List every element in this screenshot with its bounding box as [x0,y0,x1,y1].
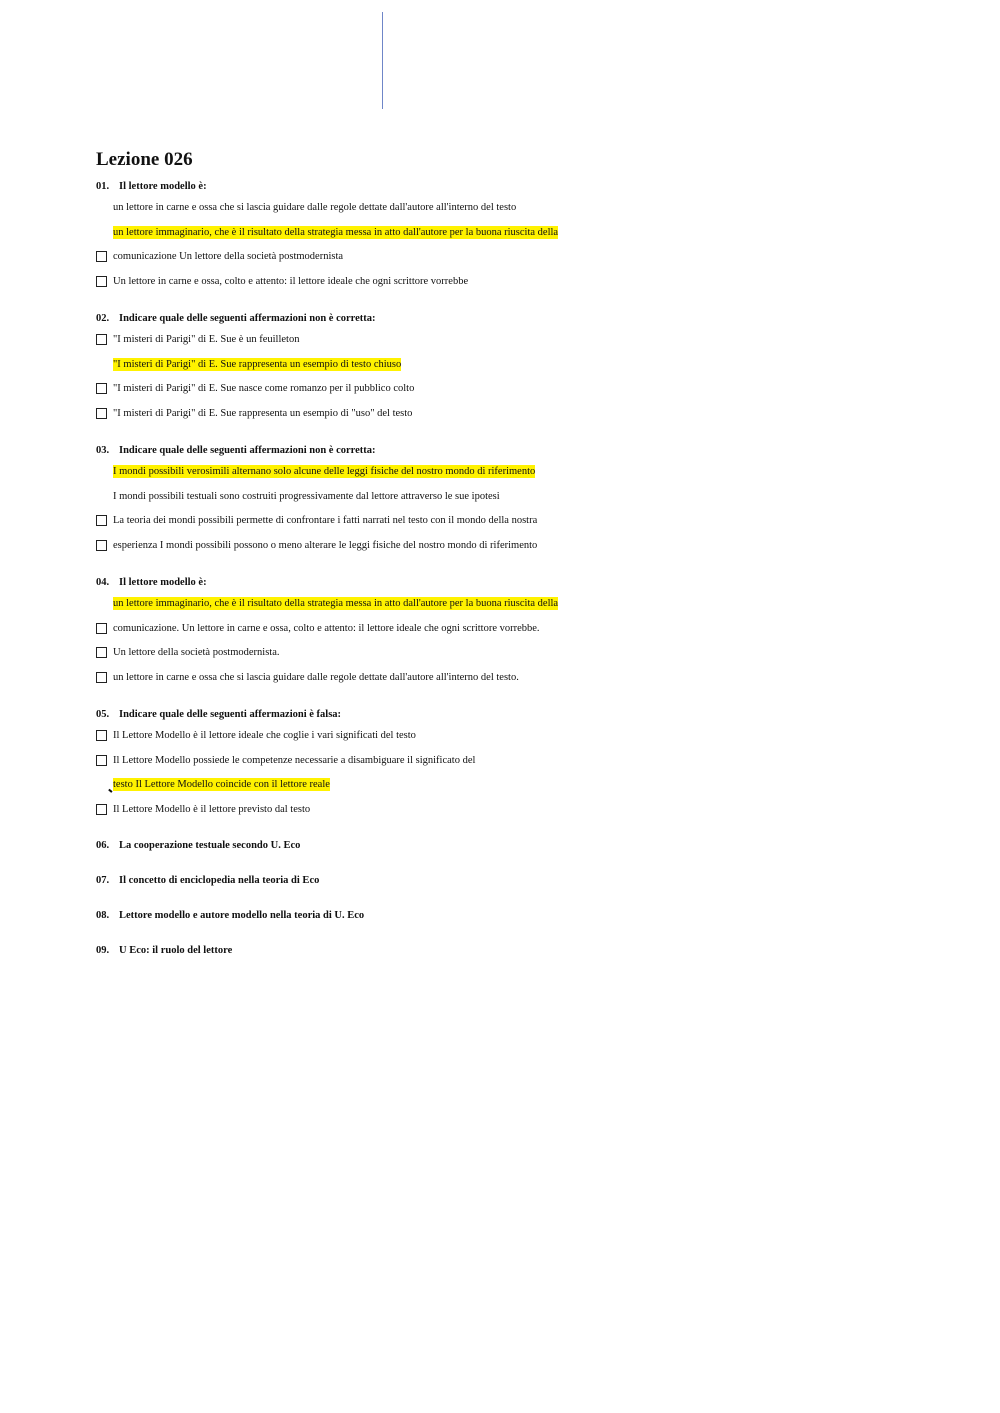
checkbox[interactable] [96,647,107,658]
answer-option[interactable] [96,666,956,691]
question-title [96,706,956,724]
highlighted-answer-text: I mondi possibili verosimili alternano solo alcune delle leggi fisiche del nostro mondo di riferimento [113,466,536,477]
answer-option[interactable] [96,749,956,774]
answer-option[interactable] [96,402,956,427]
answer-text: I mondi possibili testuali sono costruiti progressivamente dal lettore attraverso le sue ipotesi [113,490,500,502]
question-text: Lettore modello e autore modello nella teoria di U. Eco [119,910,365,921]
question-number: 08. [96,910,110,921]
answer-option[interactable] [96,509,956,534]
answer-option[interactable] [96,724,956,749]
answer-option [96,353,956,378]
highlighted-answer-text: un lettore immaginario, che è il risultato della strategia messa in atto dall'autore per la buona riuscita della [113,226,559,238]
question-block [96,574,956,690]
question-block [96,178,956,294]
question-title [96,908,956,924]
answer-option[interactable] [96,641,956,666]
question-text: Indicare quale delle seguenti affermazioni è falsa: [119,709,342,720]
checkbox[interactable] [96,334,107,345]
checkbox[interactable] [96,251,107,262]
question-text: Indicare quale delle seguenti affermazioni non è corretta: [119,445,376,456]
answer-text: "I misteri di Parigi" di E. Sue nasce come romanzo per il pubblico colto [113,383,415,394]
answer-option[interactable] [96,270,956,295]
answer-text: Il Lettore Modello possiede le competenze necessarie a disambiguare il significato del [113,754,476,766]
question-title [96,442,956,460]
page-header-mark [492,0,502,2]
answer-option [96,485,956,510]
checkbox[interactable] [96,383,107,394]
answer-text: Un lettore in carne e ossa, colto e attento: il lettore ideale che ogni scrittore vorrebbe [113,275,469,287]
question-title [96,310,956,328]
highlighted-answer-text: "I misteri di Parigi" di E. Sue rappresenta un esempio di testo chiuso [113,358,402,370]
answer-text: comunicazione. Un lettore in carne e ossa, colto e attento: il lettore ideale che ogni scrittore vorrebbe. [113,622,540,634]
answer-option [96,773,956,798]
answer-text: Il Lettore Modello è il lettore previsto dal testo [113,803,311,815]
question-number: 04. [96,577,110,588]
question-number: 06. [96,840,110,851]
checkbox[interactable] [96,755,107,766]
question-number: 02. [96,313,110,324]
checkbox[interactable] [96,540,107,551]
answer-option [96,221,956,246]
vertical-rule [382,12,383,109]
question-text: Il concetto di enciclopedia nella teoria di Eco [119,875,320,886]
open-question [96,908,956,924]
answer-option [96,592,956,617]
answer-text: un lettore in carne e ossa che si lascia guidare dalle regole dettate dall'autore all'interno del testo [113,202,517,213]
checkbox[interactable] [96,623,107,634]
highlighted-answer-text: un lettore immaginario, che è il risultato della strategia messa in atto dall'autore per la buona riuscita della [113,598,559,609]
question-text: Il lettore modello è: [119,181,207,192]
question-block [96,310,956,426]
question-title [96,838,956,854]
answer-option[interactable] [96,245,956,270]
answer-text: La teoria dei mondi possibili permette di confrontare i fatti narrati nel testo con il mondo della nostra [113,515,538,526]
question-title [96,178,956,196]
checkbox[interactable] [96,515,107,526]
question-title [96,574,956,592]
answer-text: comunicazione Un lettore della società postmodernista [113,251,344,262]
answer-text: Un lettore della società postmodernista. [113,647,280,658]
question-number: 09. [96,945,110,956]
highlighted-answer-text: testo Il Lettore Modello coincide con il lettore reale [113,779,330,790]
question-number: 01. [96,181,110,192]
answer-option[interactable] [96,617,956,642]
answer-text: Il Lettore Modello è il lettore ideale che coglie i vari significati del testo [113,730,416,741]
checkbox[interactable] [96,408,107,419]
question-text: Il lettore modello è: [119,577,207,588]
question-title [96,943,956,959]
question-text: U Eco: il ruolo del lettore [119,945,233,956]
answer-option[interactable] [96,328,956,353]
question-block [96,706,956,822]
question-block [96,442,956,558]
checkbox[interactable] [96,730,107,741]
answer-option[interactable] [96,534,956,559]
checkbox[interactable] [96,276,107,287]
answer-option [96,196,956,221]
question-title [96,873,956,889]
open-question [96,943,956,959]
checkbox[interactable] [96,804,107,815]
open-question [96,873,956,889]
answer-text: "I misteri di Parigi" di E. Sue rappresenta un esempio di "uso" del testo [113,407,413,419]
question-number: 03. [96,445,110,456]
question-text: Indicare quale delle seguenti affermazioni non è corretta: [119,313,376,324]
page-title: Lezione 026 [96,149,193,170]
answer-text: un lettore in carne e ossa che si lascia guidare dalle regole dettate dall'autore all'interno del testo. [113,671,519,683]
checkbox[interactable] [96,672,107,683]
question-number: 05. [96,709,110,720]
quiz-content [96,178,956,978]
answer-text: esperienza I mondi possibili possono o meno alterare le leggi fisiche del nostro mondo di riferimento [113,539,538,551]
open-question [96,838,956,854]
answer-text: "I misteri di Parigi" di E. Sue è un feuilleton [113,334,300,345]
question-number: 07. [96,875,110,886]
answer-option[interactable] [96,377,956,402]
question-text: La cooperazione testuale secondo U. Eco [119,840,301,851]
answer-option[interactable] [96,798,956,823]
answer-option [96,460,956,485]
